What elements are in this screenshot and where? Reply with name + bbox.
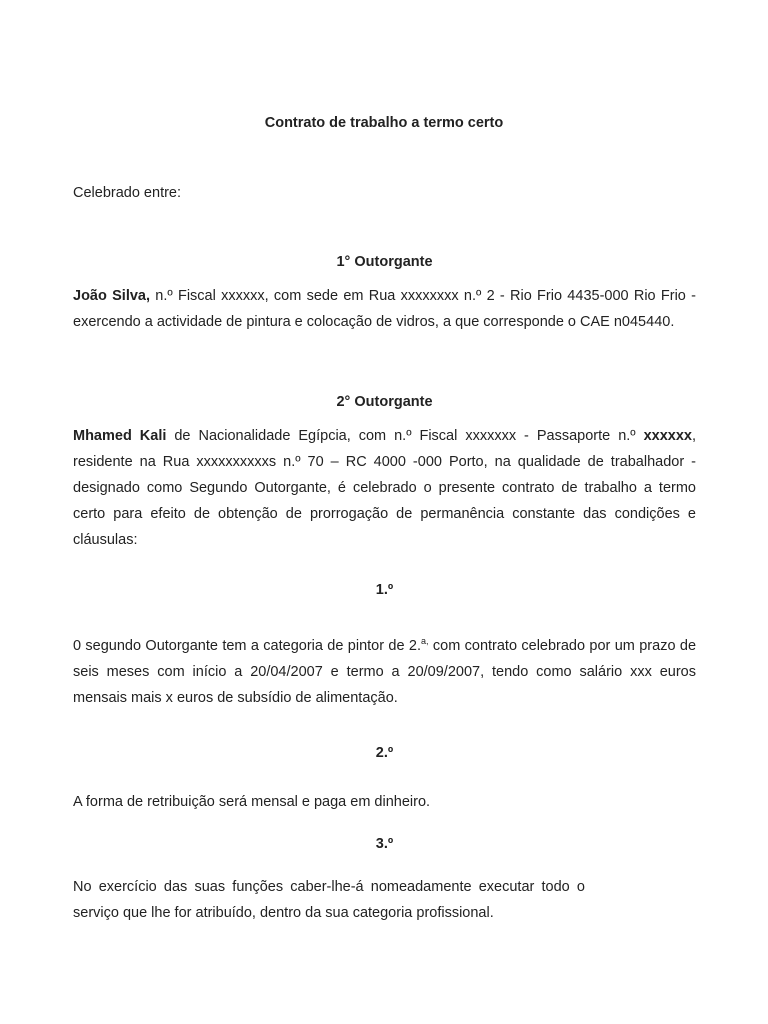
clause-1-text-b: com contrato celebrado por um prazo de seis meses com início a 20/04/2007 e termo a 20/09/2007, tendo como salário xxx euros mensais mais x euros de subsídio de alimentação. [73,638,697,706]
party1-paragraph [73,283,696,335]
clause-1-text-a: 0 segundo Outorgante tem a categoria de pintor de 2. [73,638,421,654]
party2-text-a: de Nacionalidade Egípcia, com n.º Fiscal xxxxxxx - Passaporte n.º [166,428,644,444]
party2-passport: xxxxxx [643,428,692,444]
clause-1-number: 1.º [375,582,394,598]
intro-text: Celebrado entre: [73,185,182,201]
clause-2-text: A forma de retribuição será mensal e paga em dinheiro. [73,794,431,810]
party1-heading: 1° Outorgante [336,254,433,270]
clause-1-text [73,633,696,711]
document-title: Contrato de trabalho a termo certo [264,115,504,131]
party2-heading: 2° Outorgante [336,394,433,410]
clause-3-text: No exercício das suas funções caber-lhe-á nomeadamente executar todo o serviço que lhe for atribuído, dentro da sua categoria profissional. [73,879,585,921]
clause-1-sup: a, [421,636,429,647]
party2-paragraph [73,423,696,553]
party1-name: João Silva, [73,288,151,304]
party2-text-b: , residente na Rua xxxxxxxxxxs n.º 70 – RC 4000 -000 Porto, na qualidade de trabalhador - designado como Segundo Outorgante, é celebrado o presente contrato de trabalho a termo certo para efeito de obtenção de prorrogação de permanência constante das condições e cláusulas: [73,428,696,548]
party2-name: Mhamed Kali [73,428,167,444]
clause-3-number: 3.º [375,836,394,852]
party1-text: n.º Fiscal xxxxxx, com sede em Rua xxxxxxxx n.º 2 - Rio Frio 4435-000 Rio Frio - exercendo a actividade de pintura e colocação de vidros, a que corresponde o CAE n045440. [73,288,696,330]
clause-2-number: 2.º [375,745,394,761]
